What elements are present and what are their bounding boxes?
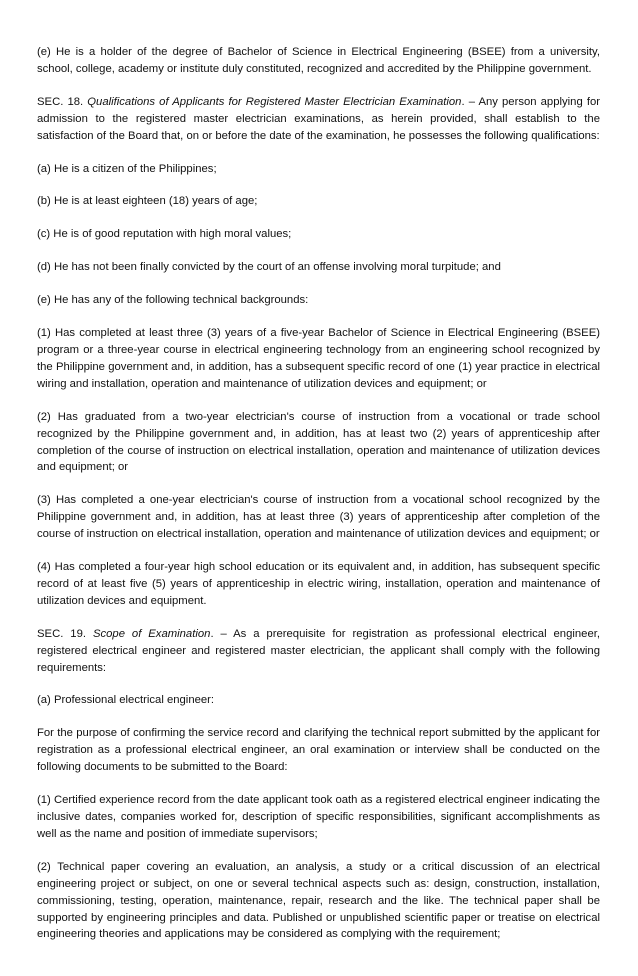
background-item-3: (3) Has completed a one-year electrician's course of instruction from a vocational school recognized by the Philippine government and, in addition, has at least three (3) years of apprenticeship after completion of the course of instruction on electrical installation, operation and maintenance of utilization devices and equipment; or — [37, 494, 600, 541]
section-title: Qualifications of Applicants for Registered Master Electrician Examination — [87, 95, 462, 108]
section-body: . – Any person applying for admission to the registered master electrician examinations, as herein provided, shall establish to the satisfaction of the Board that, on or before the date of the examination, he possesses the following qualifications: — [37, 95, 600, 142]
document-item-technical-paper: (2) Technical paper covering an evaluation, an analysis, a study or a critical discussion of an electrical engineering project or subject, on one or several technical aspects such as: design, construction, installation, commissioning, testing, operation, maintenance, repair, research and the like. The technical paper shall be supported by engineering principles and data. Published or unpublished scientific paper or treatise on electrical engineering theories and applications may be considered as complying with the requirement; — [37, 860, 600, 941]
qualification-no-conviction: (d) He has not been finally convicted by the court of an offense involving moral turpitude; and — [37, 261, 501, 274]
document-item-experience-record: (1) Certified experience record from the date applicant took oath as a registered electrical engineer indicating the inclusive dates, companies worked for, description of specific responsibilities, significant accomplishments as well as the name and position of immediate supervisors; — [37, 794, 600, 840]
section-number: SEC. 19. — [37, 627, 87, 640]
section-18-heading-paragraph — [37, 94, 600, 145]
background-item-2: (2) Has graduated from a two-year electrician's course of instruction from a vocational or trade school recognized by the Philippine government and, in addition, has at least two (2) years of apprenticeship after completion of the course of instruction on electrical installation, operation and maintenance of utilization devices and equipment; or — [37, 410, 600, 474]
section-19-heading-paragraph — [37, 626, 600, 677]
requirement-professional-engineer: (a) Professional electrical engineer: — [37, 694, 215, 707]
paragraph-bsee-holder: (e) He is a holder of the degree of Bachelor of Science in Electrical Engineering (BSEE) from a university, school, college, academy or institute duly constituted, recognized and accredited by the Philippine government. — [37, 46, 600, 75]
section-number: SEC. 18. — [37, 95, 84, 108]
section-body: . – As a prerequisite for registration as professional electrical engineer, registered electrical engineer and registered master electrician, the applicant shall comply with the following requirements: — [37, 627, 600, 674]
background-item-1: (1) Has completed at least three (3) years of a five-year Bachelor of Science in Electrical Engineering (BSEE) program or a three-year course in electrical engineering technology from an engineering school recognized by the Philippine government and, in addition, has a subsequent specific record of one (1) year practice in electrical wiring and installation, operation and maintenance of utilization devices and equipment; or — [37, 327, 600, 390]
qualification-technical-background: (e) He has any of the following technical backgrounds: — [37, 294, 309, 307]
qualification-citizen: (a) He is a citizen of the Philippines; — [37, 162, 217, 175]
oral-examination-paragraph: For the purpose of confirming the service record and clarifying the technical report submitted by the applicant for registration as a professional electrical engineer, an oral examination or interview shall be conducted on the following documents to be submitted to the Board: — [37, 727, 600, 774]
qualification-age: (b) He is at least eighteen (18) years of age; — [37, 195, 258, 208]
qualification-reputation: (c) He is of good reputation with high moral values; — [37, 228, 292, 241]
background-item-4: (4) Has completed a four-year high school education or its equivalent and, in addition, has subsequent specific record of at least five (5) years of apprenticeship in electric wiring, installation, operation and maintenance of utilization devices and equipment. — [37, 561, 600, 607]
section-title: Scope of Examination — [92, 627, 211, 640]
